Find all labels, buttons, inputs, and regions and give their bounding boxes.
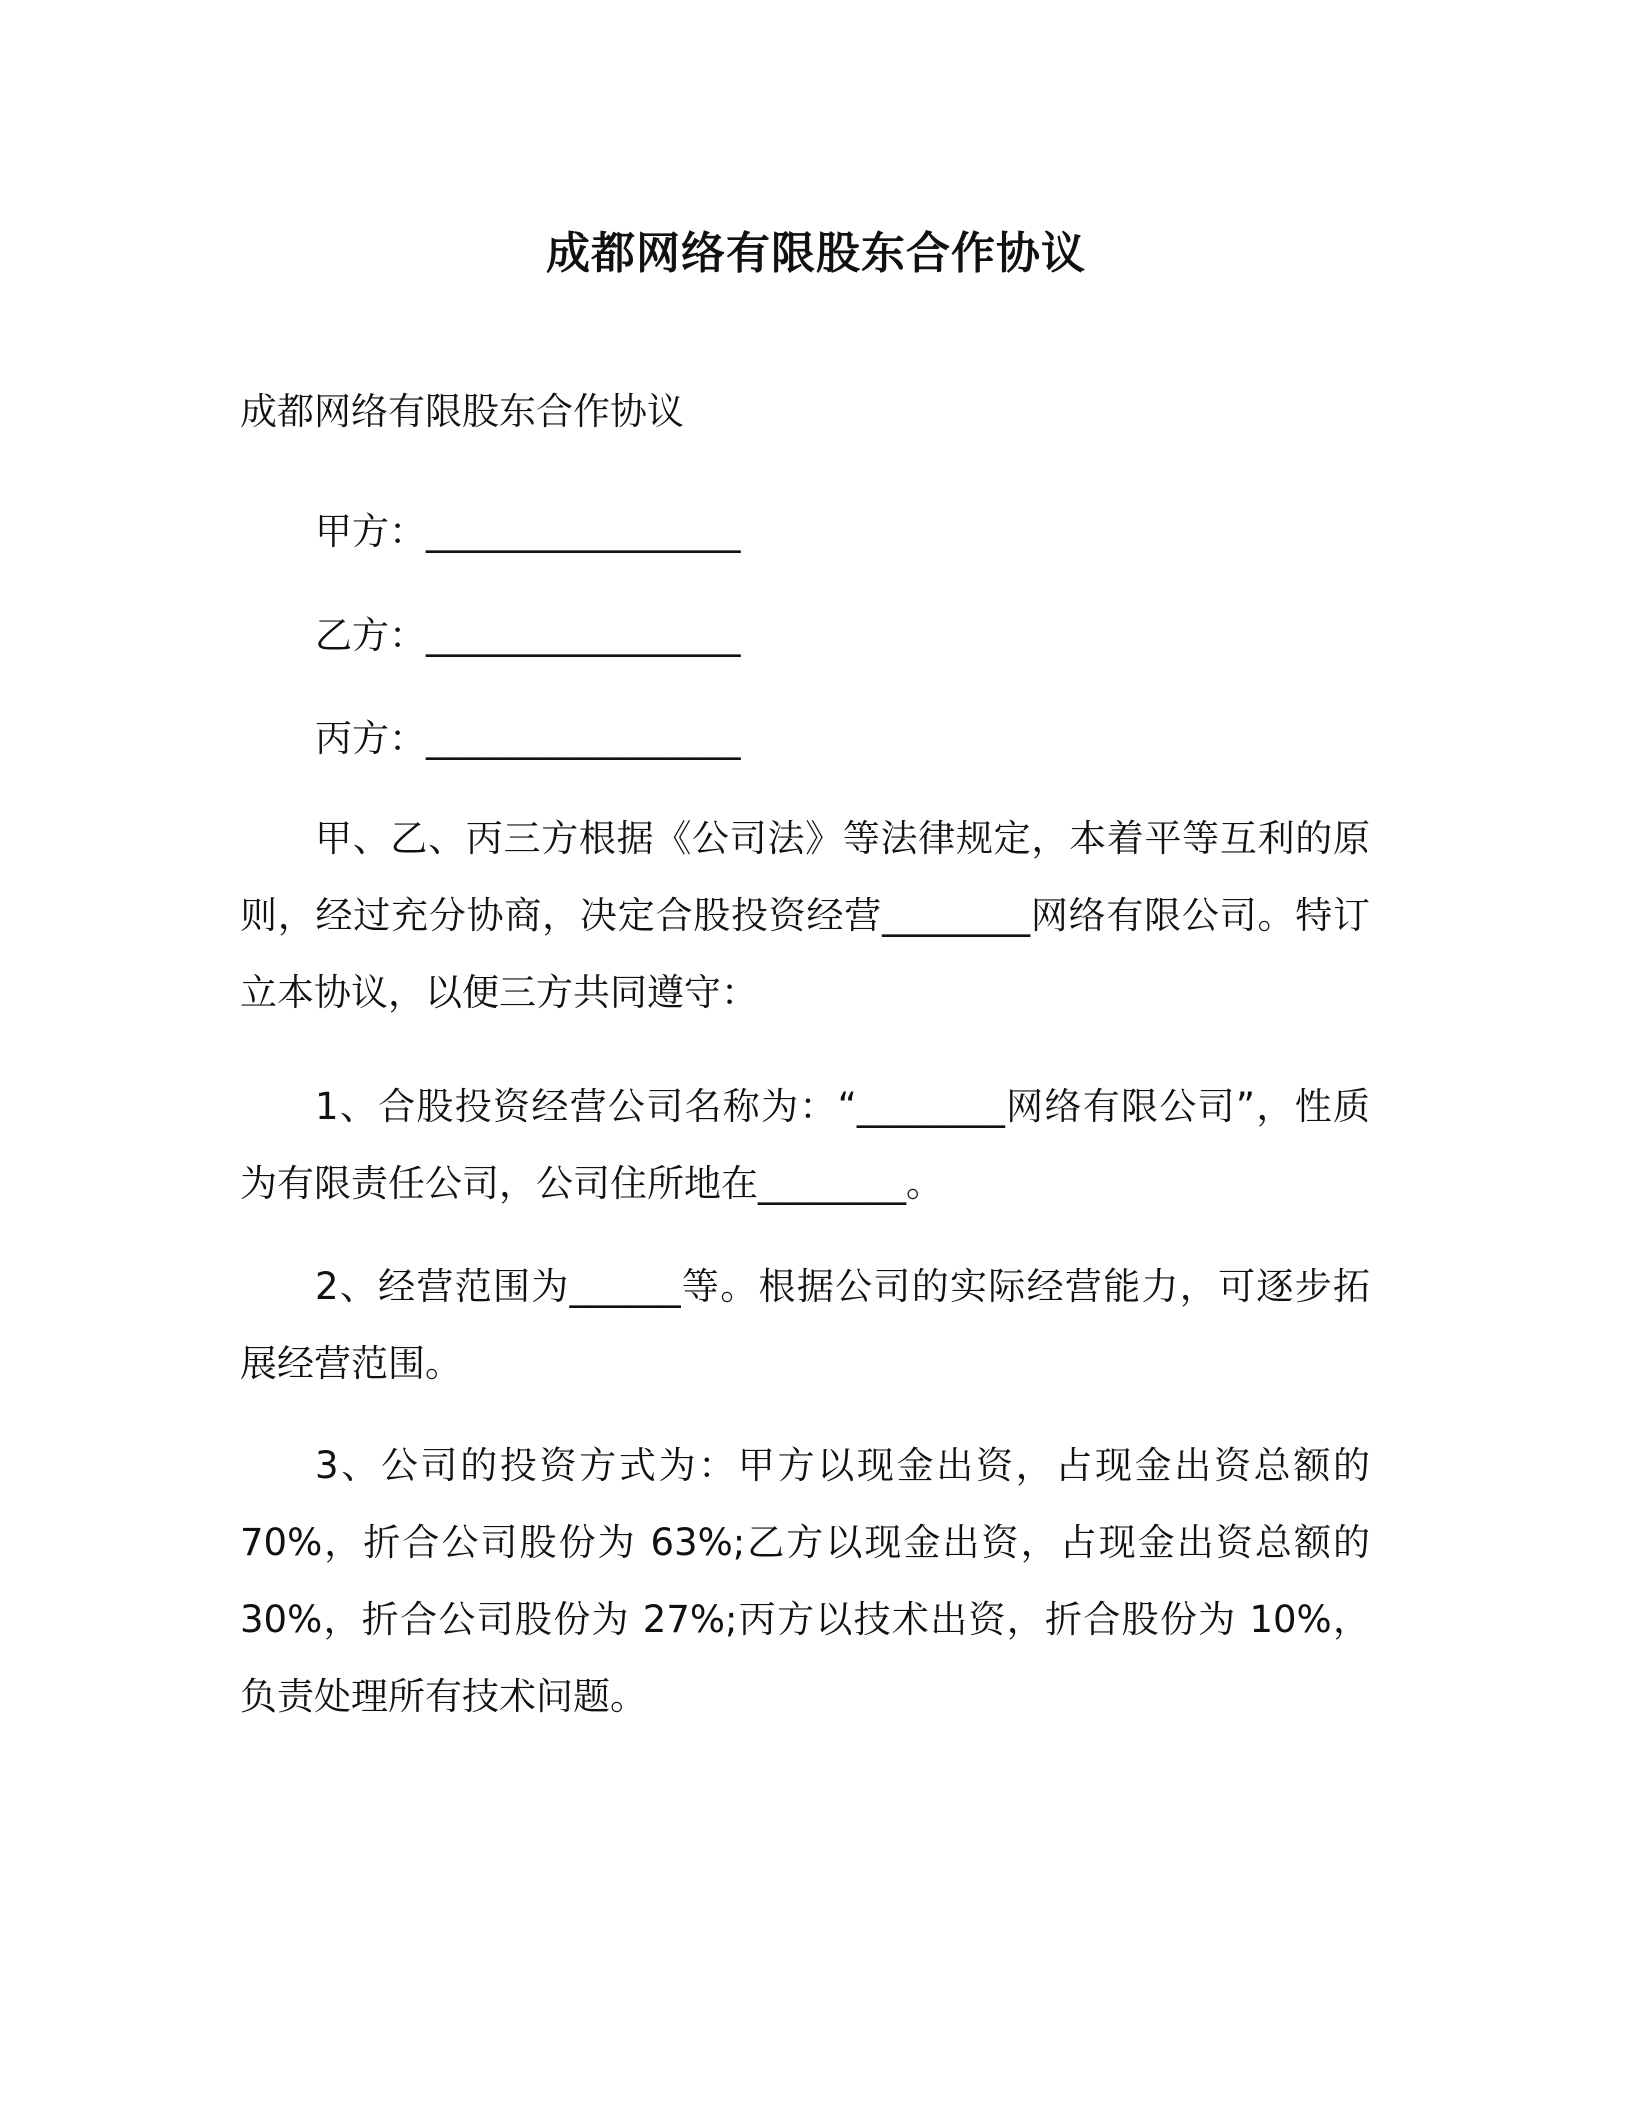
party-b-line: 乙方：_________________ [315,614,741,657]
intro-paragraph: 甲、乙、丙三方根据《公司法》等法律规定，本着平等互利的原则，经过充分协商，决定合股投资经营________网络有限公司。特订立本协议，以便三方共同遵守： [240,817,1370,1014]
party-a-line: 甲方：_________________ [315,510,741,553]
clause-1-paragraph: 1、合股投资经营公司名称为：“________网络有限公司”，性质为有限责任公司，公司住所地在________。 [240,1085,1370,1205]
document-subtitle: 成都网络有限股东合作协议 [240,390,684,433]
party-c-line: 丙方：_________________ [315,717,741,760]
clause-2-paragraph: 2、经营范围为______等。根据公司的实际经营能力，可逐步拓展经营范围。 [240,1265,1370,1385]
document-title: 成都网络有限股东合作协议 [546,228,1086,279]
clause-3-paragraph: 3、公司的投资方式为：甲方以现金出资，占现金出资总额的70%，折合公司股份为 63%;乙方以现金出资，占现金出资总额的30%，折合公司股份为 27%;丙方以技术出资，折合股份为 10%，负责处理所有技术问题。 [240,1444,1370,1718]
